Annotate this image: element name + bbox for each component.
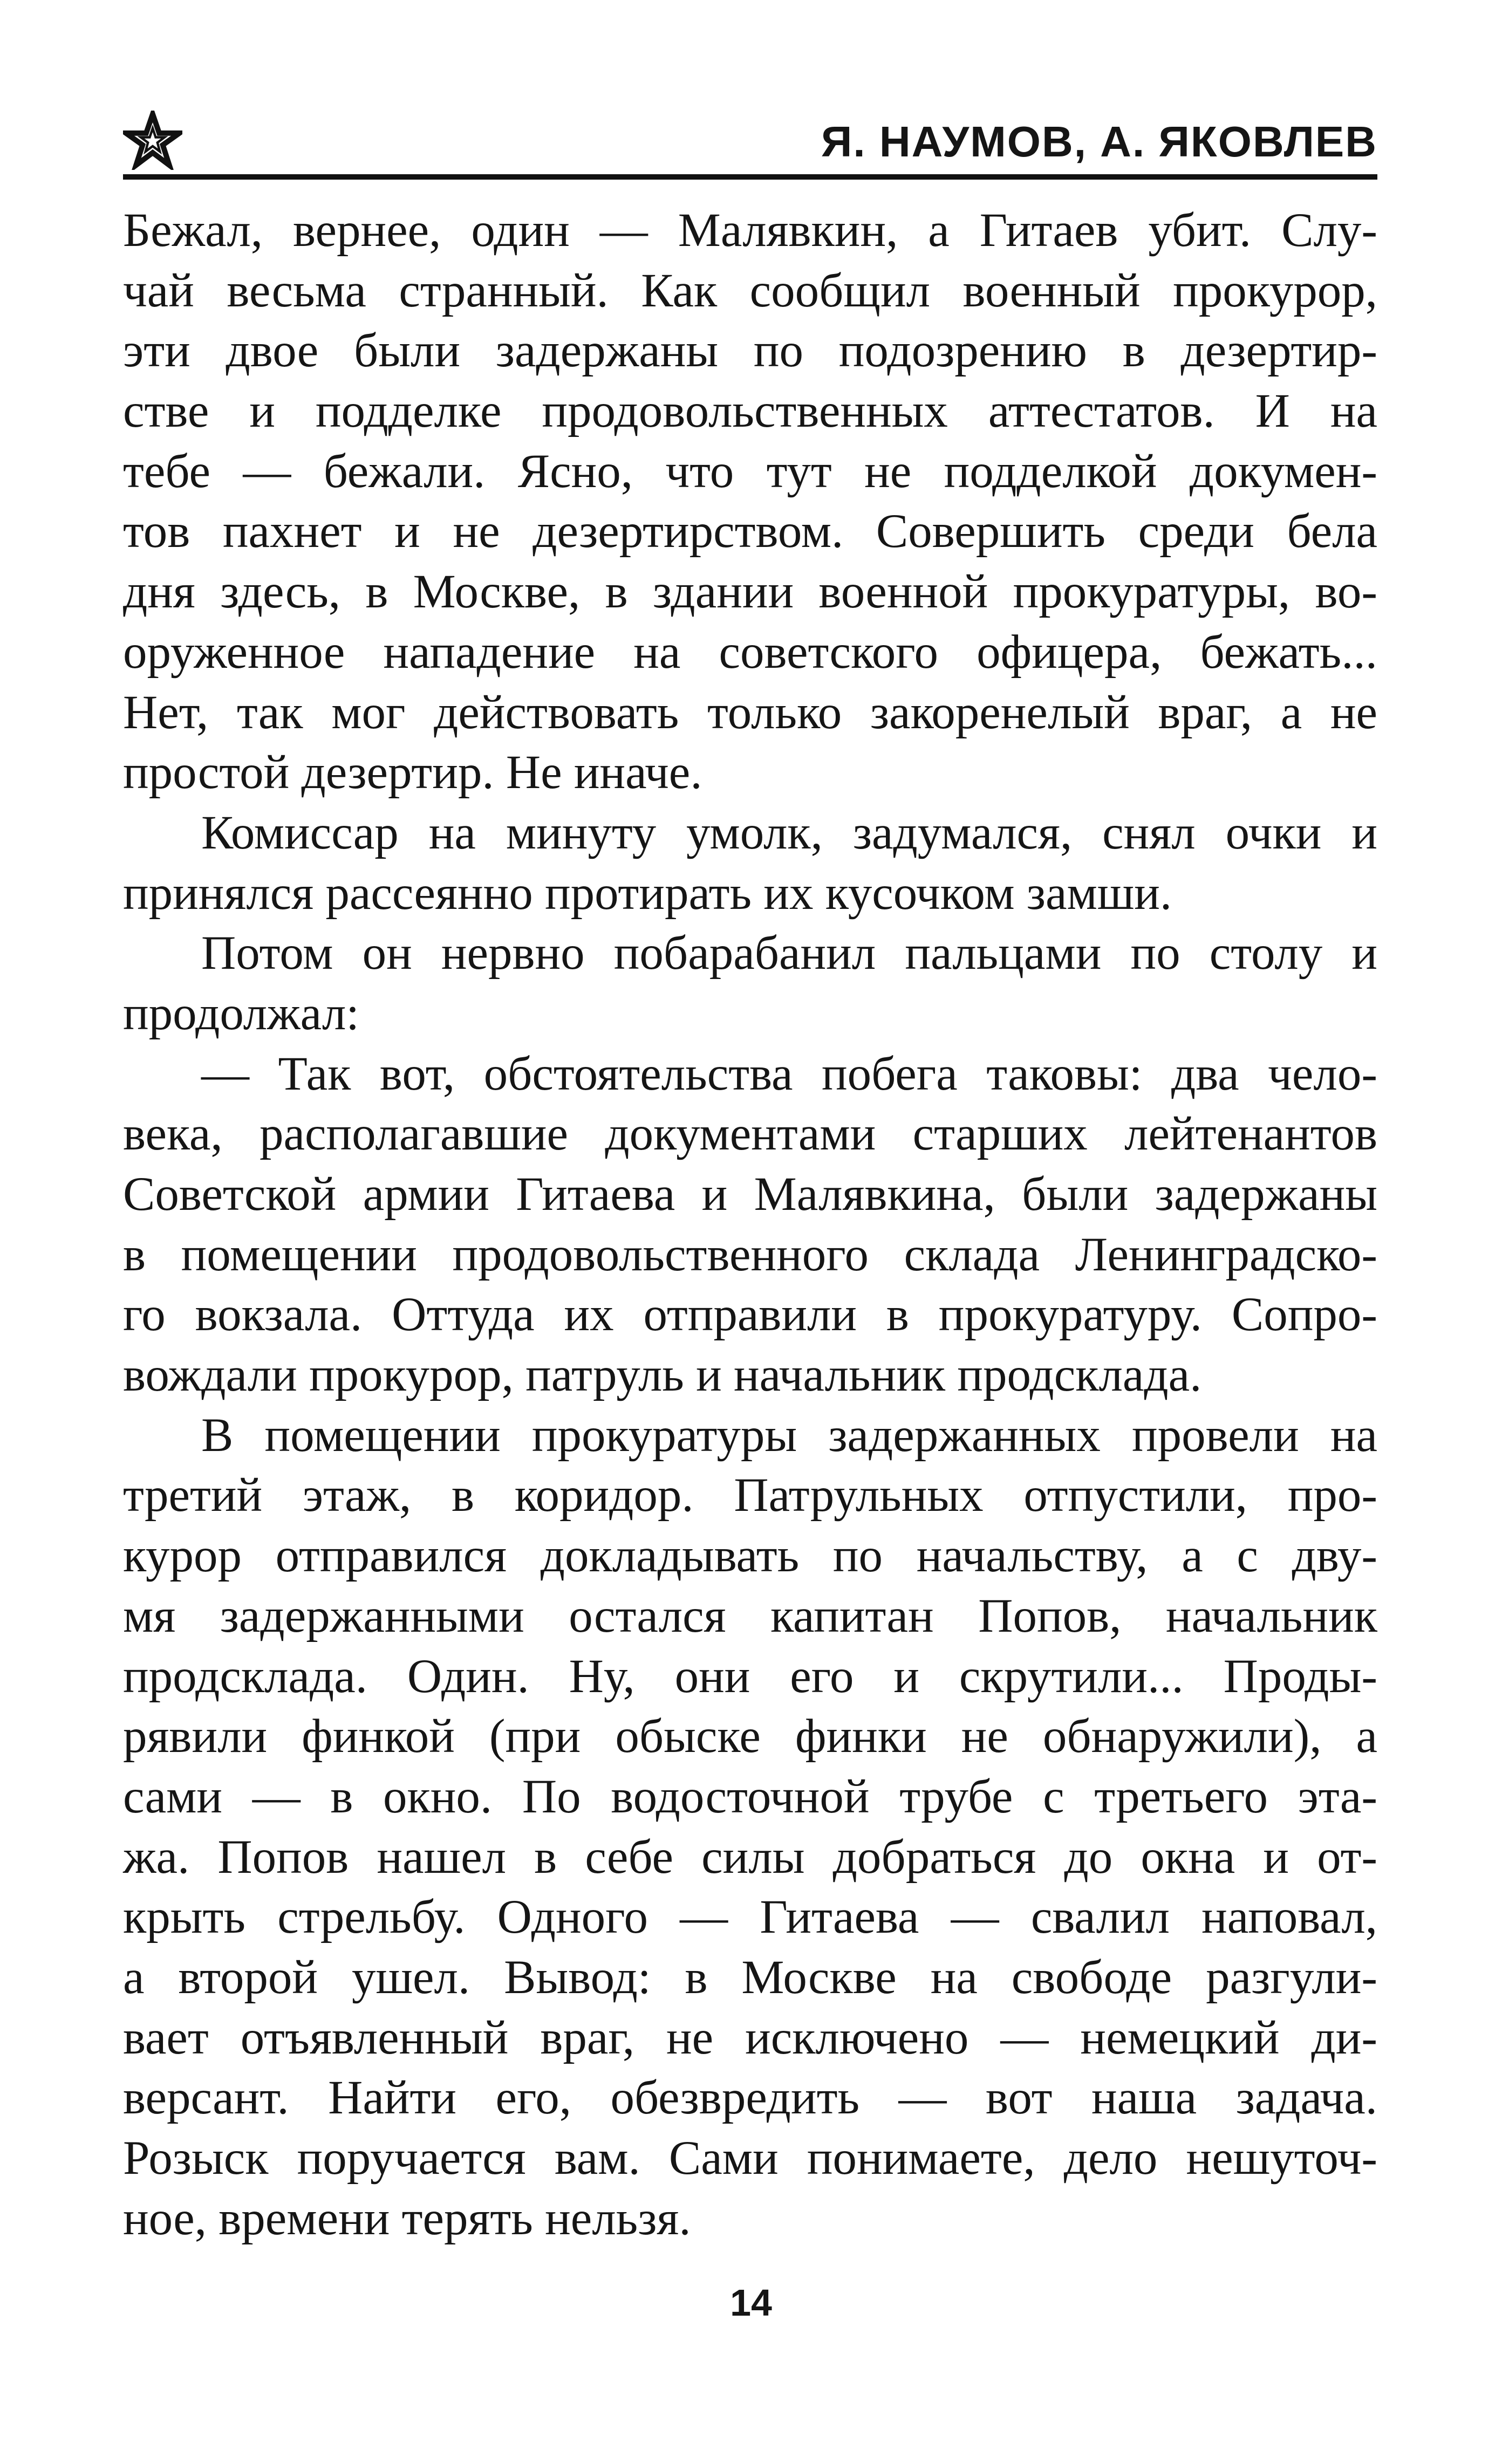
text-line: чай весьма странный. Как сообщил военный прокурор, <box>123 264 1377 317</box>
text-line: оруженное нападение на советского офицера, бежать... <box>123 625 1377 679</box>
star-icon <box>123 111 182 170</box>
text-line: го вокзала. Оттуда их отправили в прокуратуру. Сопро- <box>123 1288 1377 1341</box>
text-line: а второй ушел. Вывод: в Москве на свободе разгули- <box>123 1950 1377 2004</box>
text-line: Розыск поручается вам. Сами понимаете, дело нешуточ- <box>123 2132 1377 2185</box>
text-line: тебе — бежали. Ясно, что тут не подделкой докумен- <box>123 444 1377 498</box>
text-line: мя задержанными остался капитан Попов, начальник <box>123 1589 1377 1642</box>
text-line: жа. Попов нашел в себе силы добраться до окна и от- <box>123 1830 1377 1884</box>
page-number: 14 <box>730 2282 772 2324</box>
text-line: века, располагавшие документами старших лейтенантов <box>123 1107 1377 1161</box>
text-line: сами — в окно. По водосточной трубе с третьего эта- <box>123 1770 1377 1823</box>
body-text <box>123 201 1377 2249</box>
text-line: Советской армии Гитаева и Малявкина, были задержаны <box>123 1168 1377 1221</box>
text-line: курор отправился докладывать по начальству, а с дву- <box>123 1529 1377 1583</box>
text-line: В помещении прокуратуры задержанных провели на <box>201 1408 1377 1462</box>
running-head <box>123 111 1377 183</box>
text-line: рявили финкой (при обыске финки не обнаружили), а <box>123 1710 1377 1763</box>
text-line: ное, времени терять нельзя. <box>123 2192 691 2245</box>
text-line: Бежал, вернее, один — Малявкин, а Гитаев убит. Слу- <box>123 204 1377 257</box>
text-line: дня здесь, в Москве, в здании военной прокуратуры, во- <box>123 565 1377 619</box>
text-line: вает отъявленный враг, не исключено — немецкий ди- <box>123 2011 1377 2064</box>
text-line: эти двое были задержаны по подозрению в дезертир- <box>123 324 1377 378</box>
text-line: тов пахнет и не дезертирством. Совершить среди бела <box>123 505 1377 558</box>
text-line: в помещении продовольственного склада Ленинградско- <box>123 1228 1377 1281</box>
text-line: стве и подделке продовольственных аттестатов. И на <box>123 385 1377 438</box>
text-line: вождали прокурор, патруль и начальник продсклада. <box>123 1349 1202 1402</box>
header-rule <box>123 174 1377 180</box>
text-line: Потом он нервно побарабанил пальцами по столу и <box>201 927 1377 980</box>
text-line: крыть стрельбу. Одного — Гитаева — свалил наповал, <box>123 1891 1377 1944</box>
text-line: принялся рассеянно протирать их кусочком замши. <box>123 866 1172 920</box>
running-title: Я. НАУМОВ, А. ЯКОВЛЕВ <box>821 118 1377 166</box>
text-line: — Так вот, обстоятельства побега таковы: два чело- <box>201 1047 1377 1100</box>
text-line: продолжал: <box>123 987 360 1040</box>
text-line: Нет, так мог действовать только закоренелый враг, а не <box>123 686 1377 739</box>
text-line: продсклада. Один. Ну, они его и скрутили... Проды- <box>123 1649 1377 1703</box>
text-line: третий этаж, в коридор. Патрульных отпустили, про- <box>123 1469 1377 1522</box>
text-line: версант. Найти его, обезвредить — вот наша задача. <box>123 2071 1377 2125</box>
text-line: Комиссар на минуту умолк, задумался, снял очки и <box>201 806 1377 859</box>
text-line: простой дезертир. Не иначе. <box>123 746 702 799</box>
